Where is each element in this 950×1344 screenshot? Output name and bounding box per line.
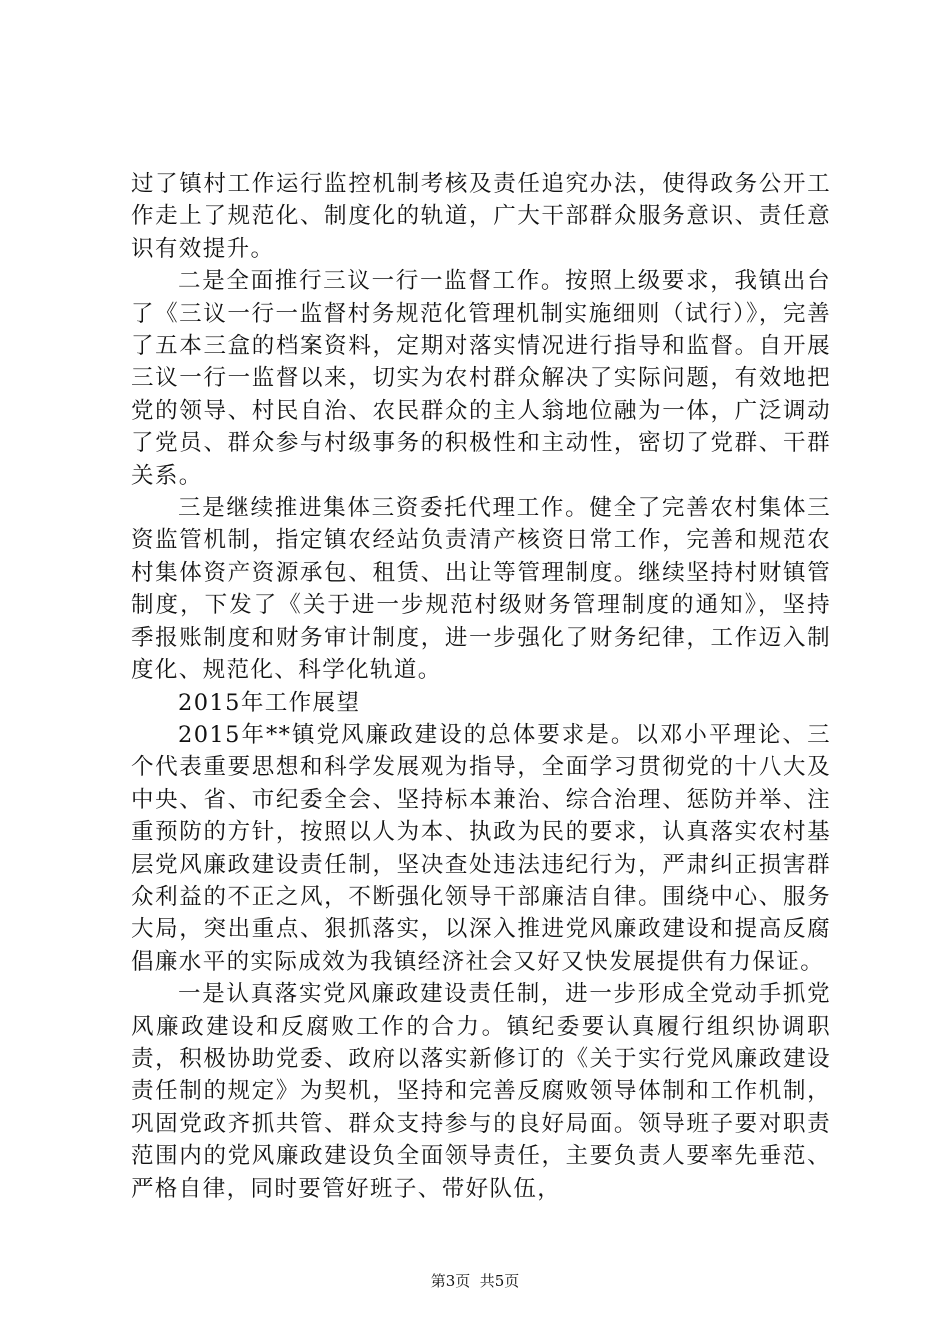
paragraph-2: 二是全面推行三议一行一监督工作。按照上级要求，我镇出台了《三议一行一监督村务规范化管理机制实施细则（试行）》，完善了五本三盒的档案资料，定期对落实情况进行指导和监督。自开展三议一行一监督以来，切实为农村群众解决了实际问题，有效地把党的领导、村民自治、农民群众的主人翁地位融为一体，广泛调动了党员、群众参与村级事务的积极性和主动性，密切了党群、干群关系。 [131,268,831,489]
page-footer [0,1272,950,1290]
paragraph-5: 一是认真落实党风廉政建设责任制，进一步形成全党动手抓党风廉政建设和反腐败工作的合力。镇纪委要认真履行组织协调职责，积极协助党委、政府以落实新修订的《关于实行党风廉政建设责任制的规定》为契机，坚持和完善反腐败领导体制和工作机制，巩固党政齐抓共管、群众支持参与的良好局面。领导班子要对职责范围内的党风廉政建设负全面领导责任，主要负责人要率先垂范、严格自律，同时要管好班子、带好队伍， [131,981,831,1202]
paragraph-1: 过了镇村工作运行监控机制考核及责任追究办法，使得政务公开工作走上了规范化、制度化的轨道，广大干部群众服务意识、责任意识有效提升。 [131,171,831,262]
page-number-label: 第3页 共5页 [430,1272,520,1290]
paragraph-3: 三是继续推进集体三资委托代理工作。健全了完善农村集体三资监管机制，指定镇农经站负责清产核资日常工作，完善和规范农村集体资产资源承包、租赁、出让等管理制度。继续坚持村财镇管制度，下发了《关于进一步规范村级财务管理制度的通知》，坚持季报账制度和财务审计制度，进一步强化了财务纪律，工作迈入制度化、规范化、科学化轨道。 [131,495,831,684]
paragraph-4: 2015年**镇党风廉政建设的总体要求是。以邓小平理论、三个代表重要思想和科学发展观为指导，全面学习贯彻党的十八大及中央、省、市纪委全会、坚持标本兼治、综合治理、惩防并举、注重预防的方针，按照以人为本、执政为民的要求，认真落实农村基层党风廉政建设责任制，坚决查处违法违纪行为，严肃纠正损害群众利益的不正之风，不断强化领导干部廉洁自律。围绕中心、服务大局，突出重点、狠抓落实，以深入推进党风廉政建设和提高反腐倡廉水平的实际成效为我镇经济社会又好又快发展提供有力保证。 [131,721,831,975]
section-heading-2015-outlook: 2015年工作展望 [178,689,361,716]
document-body [131,168,831,1205]
